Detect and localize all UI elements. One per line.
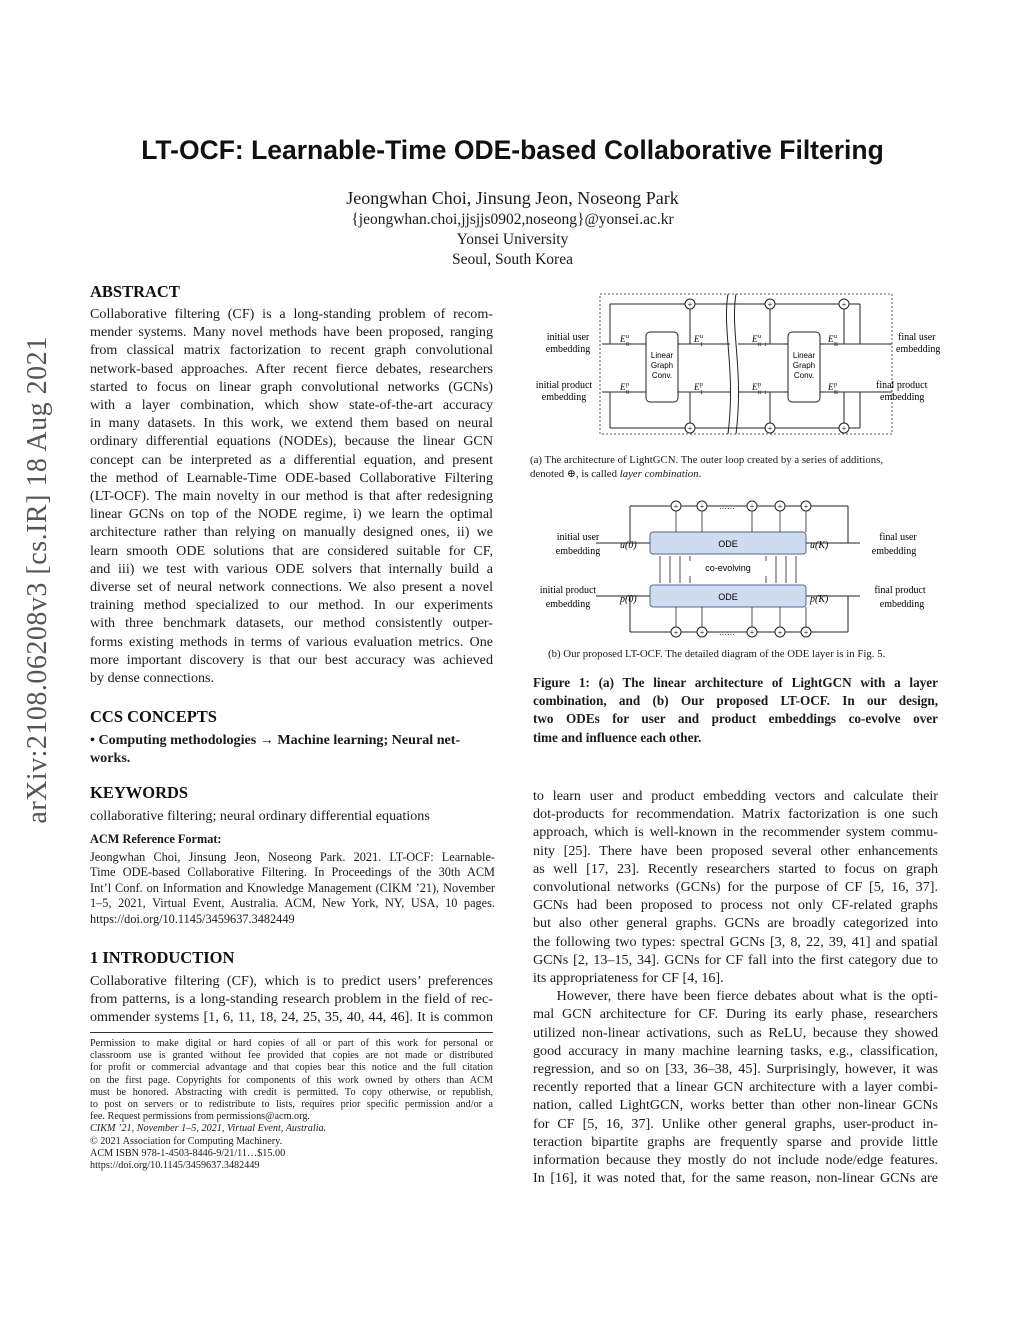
text-line: In [16], it was noted that, for the same reason, non-linear GCNs are (533, 1170, 938, 1187)
svg-text:0: 0 (626, 390, 629, 396)
fig-a-label-initial-user-1: initial user (546, 332, 590, 343)
fig-b-label-initial-user-2: embedding (555, 546, 601, 557)
svg-text:+: + (687, 424, 693, 433)
svg-text:K−1: K−1 (758, 391, 767, 396)
text-line: time and influence each other. (533, 729, 702, 745)
fig-a-label-final-product-1: final product (876, 380, 928, 391)
figure-1b-ltocf-diagram (530, 496, 940, 646)
text-line: Collaborative filtering (CF), which is to predict users’ preferences (90, 973, 493, 989)
svg-text:+: + (841, 300, 847, 309)
coevolving-label: co-evolving (705, 563, 751, 573)
author-names: Jeongwhan Choi, Jinsung Jeon, Noseong Park (346, 188, 679, 208)
svg-text:+: + (699, 502, 705, 511)
text-line: ordinary differential equations (NODEs), because the linear GCN (90, 433, 493, 450)
text-line: two ODEs for user and product embeddings co-evolve over (533, 711, 938, 727)
svg-text:+: + (777, 628, 783, 637)
figure-1a-caption (530, 454, 938, 481)
acm-ref-heading: ACM Reference Format: (90, 832, 222, 846)
figure-1-caption (533, 674, 938, 747)
fig-b-label-final-product-1: final product (874, 585, 926, 596)
figure-1b-caption: (b) Our proposed LT-OCF. The detailed diagram of the ODE layer is in Fig. 5. (548, 648, 886, 660)
fig-b-label-final-user-2: embedding (871, 546, 917, 557)
svg-text:E: E (828, 334, 834, 344)
text-line: with a layer combination, which show state-of-the-art accuracy (90, 397, 493, 414)
dashed-outer-box (600, 294, 892, 434)
text-line: in many datasets. In this work, we extend them based on neural (90, 415, 493, 432)
text-line: information because they mostly do not include node/edge features. (533, 1152, 938, 1169)
svg-text:p: p (700, 382, 703, 388)
svg-text:Linear: Linear (792, 351, 816, 360)
fig-a-label-initial-product-2: embedding (541, 392, 587, 403)
text-line: regression, and so on [33, 36–38, 45]. Surprisingly, however, it was (533, 1061, 938, 1078)
svg-text:……: …… (719, 502, 735, 511)
svg-text:u: u (700, 334, 703, 340)
text-line: forms existing methods in terms of various evaluation metrics. One (90, 633, 493, 650)
svg-text:+: + (803, 502, 809, 511)
text-line: mender systems. Many novel methods have been proposed, ranging (90, 324, 493, 341)
uK-label: u(K) (810, 540, 829, 551)
svg-text:E: E (828, 382, 834, 392)
figure-1a-caption-line-2: denoted ⊕, is called layer combination. (530, 467, 702, 480)
abstract-heading: ABSTRACT (90, 282, 180, 301)
text-line: for profit or commercial advantage and that copies bear this notice and the full citation (90, 1062, 493, 1074)
svg-text:K: K (834, 342, 839, 348)
text-line: and iii) we test with various ODE solvers that internally build a (90, 560, 493, 577)
text-line: utilized non-linear activations, such as ReLU, because they showed (533, 1024, 938, 1041)
text-line: recently reported that a linear GCN architecture with a layer combi- (533, 1079, 938, 1096)
text-line: as well [17, 23]. Recently researchers started to focus on graph (533, 860, 938, 877)
svg-text:+: + (767, 424, 773, 433)
svg-text:u: u (834, 334, 837, 340)
fig-b-label-final-product-2: embedding (879, 599, 925, 610)
svg-text:Conv.: Conv. (793, 371, 815, 380)
fig-a-label-initial-product-1: initial product (535, 380, 593, 391)
footnote-rule (90, 1032, 493, 1033)
text-line: approach, which is well-known in the recommender system commu- (533, 824, 938, 841)
svg-text:+: + (699, 628, 705, 637)
svg-text:p: p (758, 382, 761, 388)
svg-text:+: + (777, 502, 783, 511)
svg-text:E: E (752, 334, 758, 344)
svg-text:+: + (687, 300, 693, 309)
text-line: with three benchmark datasets, our method consistently outper- (90, 615, 493, 632)
paper-title: LT-OCF: Learnable-Time ODE-based Collaborative Filtering (141, 135, 884, 165)
text-line: Permission to make digital or hard copies of all or part of this work for personal or (90, 1038, 493, 1049)
fig-b-label-initial-product-1: initial product (539, 585, 597, 596)
text-line: convolutional networks (GCNs) for the purpose of CF [5, 16, 37]. (533, 879, 938, 896)
text-line: However, there have been fierce debates about what is the opti- (533, 988, 939, 1005)
text-line: GCNs had been proposed to process not only CF-related graphs (533, 897, 938, 914)
text-line: for CF [5, 16, 37]. Unlike other general graphs, user-product in- (533, 1115, 938, 1132)
keywords-text: collaborative filtering; neural ordinary differential equations (90, 808, 430, 824)
intro-heading: 1 INTRODUCTION (90, 948, 235, 967)
text-line: CIKM ’21, November 1–5, 2021, Virtual Event, Australia. (90, 1123, 327, 1135)
text-line: nity [25]. There have been proposed several other enhancements (533, 842, 938, 859)
text-line: https://doi.org/10.1145/3459637.3482449 (90, 911, 295, 926)
text-line: combination, and (b) Our proposed LT-OCF. In our design, (533, 693, 938, 709)
fig-a-label-final-product-2: embedding (880, 392, 925, 403)
text-line: © 2021 Association for Computing Machinery. (90, 1135, 283, 1147)
text-line: Figure 1: (a) The linear architecture of LightGCN with a layer (533, 675, 938, 690)
svg-text:0: 0 (626, 342, 629, 348)
acm-ref-body (90, 850, 495, 927)
svg-text:Graph: Graph (650, 361, 674, 370)
text-line: diverse set of neural network connections. We also present a novel (90, 579, 493, 596)
svg-text:E: E (620, 382, 626, 392)
author-email: {jeongwhan.choi,jjsjjs0902,noseong}@yonsei.ac.kr (351, 211, 674, 228)
p0-label: p(0) (620, 594, 637, 605)
svg-text:E: E (620, 334, 626, 344)
arxiv-id: arXiv:2108.06208v3 [cs.IR] 18 Aug 2021 (22, 336, 53, 824)
text-line: from patterns, is a long-standing research problem in the field of rec- (90, 991, 493, 1008)
text-line: to post on servers or to redistribute to lists, requires prior specific permission and/or a (90, 1099, 493, 1111)
text-line: learn smooth ODE solutions that are considered suitable for CF, (90, 542, 493, 559)
svg-text:Conv.: Conv. (651, 371, 673, 380)
text-line: concept can be interpreted as a differential equation, and present (90, 451, 493, 468)
fig-b-label-initial-product-2: embedding (545, 599, 591, 610)
ccs-line-2: works. (90, 750, 131, 767)
text-line: Int’l Conf. on Information and Knowledge Management (CIKM ’21), November (90, 880, 495, 895)
svg-text:ODE: ODE (718, 539, 738, 549)
author-location: Seoul, South Korea (452, 251, 573, 268)
text-line: training method specialized to our method. In our experiments (90, 597, 493, 614)
svg-text:K: K (834, 390, 839, 396)
text-line: 1–5, 2021, Virtual Event, Australia. ACM, New York, NY, USA, 10 pages. (90, 896, 495, 911)
pK-label: p(K) (810, 594, 829, 605)
text-line: Collaborative filtering (CF) is a long-standing problem of recom- (90, 306, 493, 322)
svg-text:+: + (749, 502, 755, 511)
text-line: to learn user and product embedding vectors and calculate their (533, 788, 938, 804)
svg-text:Graph: Graph (792, 361, 816, 370)
text-line: GCNs [2, 13–15, 34]. GCNs for CF fall into the first category due to (533, 951, 938, 968)
text-line: network-based approaches. After recent fierce debates, researchers (90, 360, 493, 377)
text-line: dot-products for recommendation. Matrix factorization is one such (533, 806, 938, 823)
svg-text:K−1: K−1 (758, 343, 767, 348)
svg-text:+: + (841, 424, 847, 433)
fig-a-label-final-user-1: final user (898, 332, 936, 343)
intro-continued (533, 787, 938, 1187)
permission-notice (90, 1038, 493, 1172)
text-line: Jeongwhan Choi, Jinsung Jeon, Noseong Park. 2021. LT-OCF: Learnable- (90, 850, 495, 864)
svg-text:1: 1 (700, 342, 703, 348)
text-line: ommender systems [1, 6, 11, 18, 24, 25, 35, 40, 44, 46]. It is common (90, 1009, 493, 1026)
u0-label: u(0) (620, 540, 637, 551)
text-line: architecture rather than relying on manually designed ones, ii) we (90, 524, 493, 541)
svg-text:+: + (749, 628, 755, 637)
svg-text:E: E (752, 382, 758, 392)
text-line: Time ODE-based Collaborative Filtering. In Proceedings of the 30th ACM (90, 865, 495, 880)
text-line: classroom use is granted without fee provided that copies are not made or distributed (90, 1050, 493, 1062)
text-line: good accuracy in many machine learning tasks, e.g., classification, (533, 1042, 938, 1059)
svg-text:u: u (758, 334, 761, 340)
ccs-line-1: • Computing methodologies → Machine learning; Neural net- (90, 732, 461, 748)
svg-text:E: E (694, 382, 700, 392)
svg-text:+: + (803, 628, 809, 637)
fig-b-label-final-user-1: final user (879, 532, 917, 543)
text-line: started to focus on linear graph convolutional networks (GCNs) (90, 378, 493, 395)
abstract-body (90, 305, 493, 687)
text-line: the method of Learnable-Time ODE-based Collaborative Filtering (90, 469, 493, 486)
fig-b-label-initial-user-1: initial user (556, 532, 600, 543)
svg-text:Linear: Linear (650, 351, 674, 360)
text-line: but also other general graphs. GCNs are broadly categorized into (533, 915, 938, 932)
text-line: nation, called LightGCN, works better than other non-linear GCNs (533, 1097, 938, 1114)
svg-text:+: + (767, 300, 773, 309)
text-line: linear GCNs on top of the NODE regime, i) we learn the optimal (90, 506, 493, 523)
ccs-heading: CCS CONCEPTS (90, 707, 217, 726)
text-line: ACM ISBN 978-1-4503-8446-9/21/11…$15.00 (90, 1147, 286, 1159)
text-line: the following two types: spectral GCNs [3, 8, 22, 39, 41] and spatial (533, 933, 938, 950)
svg-text:+: + (673, 628, 679, 637)
svg-text:……: …… (719, 628, 735, 637)
text-line: by dense connections. (90, 670, 215, 687)
text-line: from classical matrix factorization to recent graph convolutional (90, 342, 493, 359)
fig-a-label-initial-user-2: embedding (545, 344, 591, 355)
text-line: mal GCN architecture for CF. During its early phase, researchers (533, 1006, 938, 1023)
svg-text:E: E (694, 334, 700, 344)
intro-body (90, 972, 493, 1027)
svg-text:+: + (673, 502, 679, 511)
text-line: (LT-OCF). The main novelty in our method is that after redesigning (90, 488, 493, 505)
arxiv-stamp (0, 200, 78, 960)
fig-a-label-final-user-2: embedding (896, 344, 940, 355)
ccs-concepts (90, 731, 498, 767)
svg-text:p: p (834, 382, 837, 388)
text-line: its appropriateness for CF [4, 16]. (533, 970, 724, 987)
text-line: https://doi.org/10.1145/3459637.3482449 (90, 1160, 260, 1172)
figure-1a-lightgcn-diagram (530, 290, 940, 440)
text-line: fee. Request permissions from permissions@acm.org. (90, 1111, 310, 1123)
figure-1a-caption-line-1: (a) The architecture of LightGCN. The outer loop created by a series of additions, (530, 454, 884, 466)
svg-text:p: p (626, 382, 629, 388)
text-line: must be honored. Abstracting with credit is permitted. To copy otherwise, or republish, (90, 1086, 493, 1098)
svg-text:u: u (626, 334, 629, 340)
text-line: more important discovery is that our best accuracy was achieved (90, 651, 493, 668)
keywords-heading: KEYWORDS (90, 783, 189, 802)
author-affiliation: Yonsei University (456, 231, 569, 248)
svg-text:1: 1 (700, 390, 703, 396)
svg-text:ODE: ODE (718, 592, 738, 602)
text-line: teraction bipartite graphs are frequently sparse and provide little (533, 1133, 938, 1150)
text-line: on the first page. Copyrights for components of this work owned by others than ACM (90, 1074, 493, 1086)
